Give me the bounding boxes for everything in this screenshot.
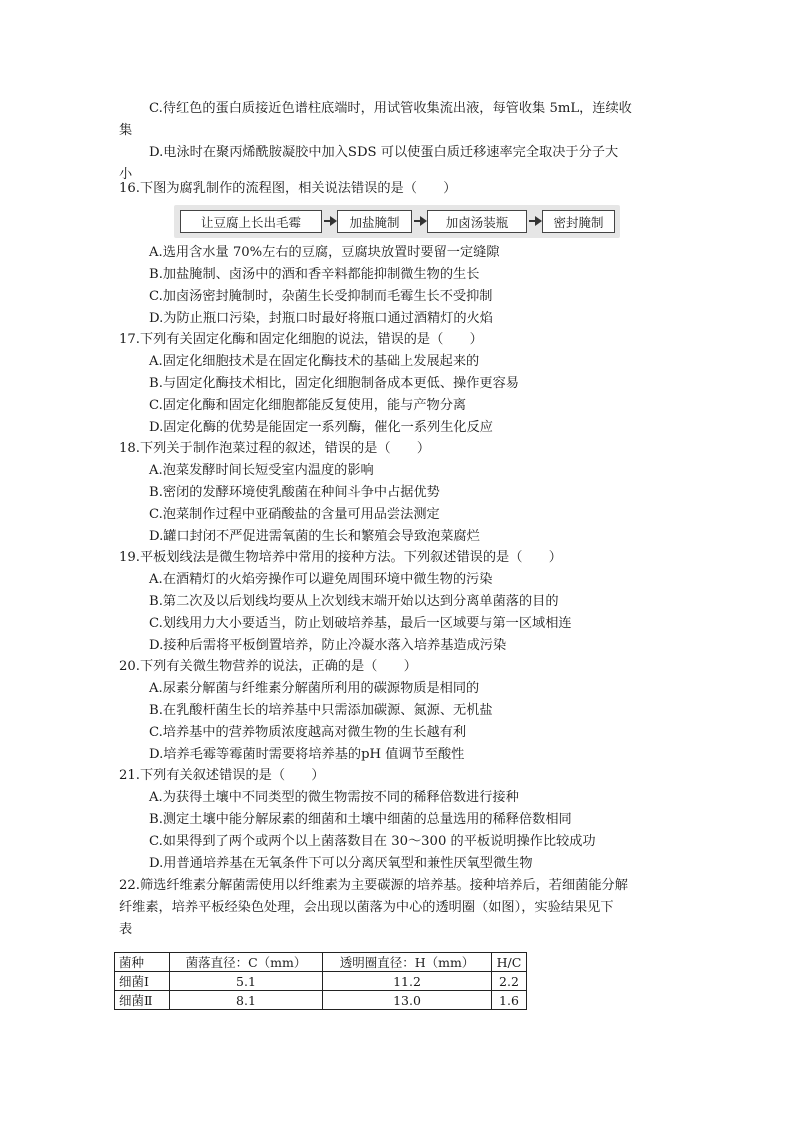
continuation-line: 集 [119, 123, 133, 138]
table-row [115, 991, 527, 1010]
question-stem-line: 18.下列关于制作泡菜过程的叙述，错误的是（ ） [119, 441, 431, 456]
answer-option-line: D.接种后需将平板倒置培养，防止冷凝水落入培养基造成污染 [149, 638, 507, 653]
flow-step-3: 加卤汤装瓶 [427, 210, 527, 233]
flow-step-1: 让豆腐上长出毛霉 [180, 210, 322, 233]
answer-option-line: B.密闭的发酵环境使乳酸菌在种间斗争中占据优势 [149, 485, 440, 500]
answer-option-line: D.电泳时在聚丙烯酰胺凝胶中加入SDS 可以使蛋白质迁移速率完全取决于分子大 [149, 145, 619, 160]
continuation-line: 纤维素，培养平板经染色处理，会出现以菌落为中心的透明圈（如图），实验结果见下 [119, 900, 614, 915]
answer-option-line: C.泡菜制作过程中亚硝酸盐的含量可用品尝法测定 [149, 507, 440, 522]
question-stem-line: 19.平板划线法是微生物培养中常用的接种方法。下列叙述错误的是（ ） [119, 550, 562, 565]
flow-step-4: 密封腌制 [542, 210, 615, 233]
header-strain: 菌种 [115, 953, 170, 972]
answer-option-line: A.固定化细胞技术是在固定化酶技术的基础上发展起来的 [149, 354, 480, 369]
table-cell: 1.6 [492, 991, 527, 1010]
header-colony-diameter: 菌落直径：C（mm） [170, 953, 323, 972]
answer-option-line: A.泡菜发酵时间长短受室内温度的影响 [149, 463, 374, 478]
answer-option-line: A.尿素分解菌与纤维素分解菌所利用的碳源物质是相同的 [149, 681, 480, 696]
question-stem-line: 16.下图为腐乳制作的流程图，相关说法错误的是（ ） [119, 181, 457, 196]
answer-option-line: B.加盐腌制、卤汤中的酒和香辛料都能抑制微生物的生长 [149, 267, 480, 282]
answer-option-line: A.在酒精灯的火焰旁操作可以避免周围环境中微生物的污染 [149, 572, 493, 587]
answer-option-line: C.培养基中的营养物质浓度越高对微生物的生长越有利 [149, 725, 467, 740]
answer-option-line: C.待红色的蛋白质接近色谱柱底端时，用试管收集流出液，每管收集 5mL，连续收 [149, 101, 632, 116]
tofu-process-flowchart [174, 205, 620, 238]
table-cell: 细菌Ⅱ [115, 991, 170, 1010]
answer-option-line: D.为防止瓶口污染，封瓶口时最好将瓶口通过酒精灯的火焰 [149, 311, 493, 326]
flow-arrow-3 [529, 220, 540, 222]
continuation-line: 表 [119, 922, 133, 937]
table-cell: 11.2 [323, 972, 492, 991]
question-stem-line: 21.下列有关叙述错误的是（ ） [119, 768, 325, 783]
answer-option-line: B.测定土壤中能分解尿素的细菌和土壤中细菌的总量选用的稀释倍数相同 [149, 812, 572, 827]
answer-option-line: C.如果得到了两个或两个以上菌落数目在 30～300 的平板说明操作比较成功 [149, 834, 596, 849]
answer-option-line: A.为获得土壤中不同类型的微生物需按不同的稀释倍数进行接种 [149, 790, 519, 805]
header-ratio: H/C [492, 953, 527, 972]
answer-option-line: C.固定化酶和固定化细胞都能反复使用，能与产物分离 [149, 398, 467, 413]
answer-option-line: B.与固定化酶技术相比，固定化细胞制备成本更低、操作更容易 [149, 376, 519, 391]
answer-option-line: A.选用含水量 70%左右的豆腐，豆腐块放置时要留一定缝隙 [149, 245, 500, 260]
question-stem-line: 20.下列有关微生物营养的说法，正确的是（ ） [119, 659, 417, 674]
table-cell: 8.1 [170, 991, 323, 1010]
table-cell: 2.2 [492, 972, 527, 991]
flow-step-2: 加盐腌制 [337, 210, 412, 233]
answer-option-line: B.在乳酸杆菌生长的培养基中只需添加碳源、氮源、无机盐 [149, 703, 493, 718]
answer-option-line: C.划线用力大小要适当，防止划破培养基，最后一区域要与第一区域相连 [149, 616, 572, 631]
answer-option-line: D.培养毛霉等霉菌时需要将培养基的pH 值调节至酸性 [149, 747, 465, 762]
continuation-line: 小 [119, 167, 133, 182]
table-cell: 细菌Ⅰ [115, 972, 170, 991]
results-table [114, 952, 527, 1010]
answer-option-line: B.第二次及以后划线均要从上次划线末端开始以达到分离单菌落的目的 [149, 594, 559, 609]
answer-option-line: C.加卤汤密封腌制时，杂菌生长受抑制而毛霉生长不受抑制 [149, 289, 493, 304]
question-stem-line: 22.筛选纤维素分解菌需使用以纤维素为主要碳源的培养基。接种培养后，若细菌能分解 [119, 878, 628, 893]
answer-option-line: D.罐口封闭不严促进需氧菌的生长和繁殖会导致泡菜腐烂 [149, 529, 480, 544]
table-cell: 5.1 [170, 972, 323, 991]
answer-option-line: D.固定化酶的优势是能固定一系列酶，催化一系列生化反应 [149, 420, 493, 435]
table-cell: 13.0 [323, 991, 492, 1010]
flow-arrow-2 [414, 220, 425, 222]
question-stem-line: 17.下列有关固定化酶和固定化细胞的说法，错误的是（ ） [119, 332, 483, 347]
header-halo-diameter: 透明圈直径：H（mm） [323, 953, 492, 972]
answer-option-line: D.用普通培养基在无氧条件下可以分离厌氧型和兼性厌氧型微生物 [149, 856, 533, 871]
table-row [115, 972, 527, 991]
flow-arrow-1 [324, 220, 335, 222]
table-header-row [115, 953, 527, 972]
